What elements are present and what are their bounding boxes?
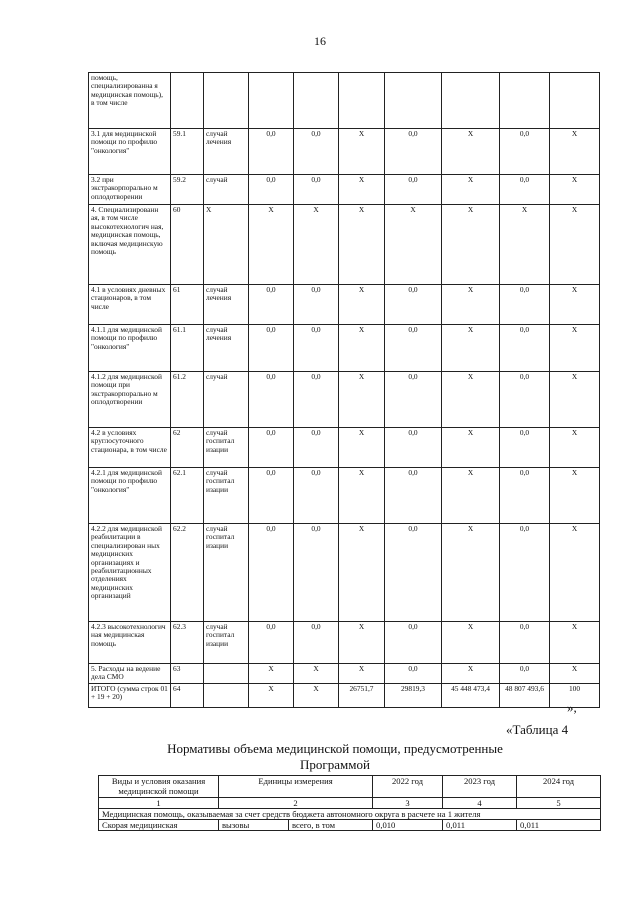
table-row (89, 205, 600, 285)
table-cell: X (442, 325, 500, 372)
table-cell: 0,0 (500, 175, 550, 205)
table-cell: X (339, 205, 385, 285)
table-cell: 0,0 (249, 285, 294, 325)
volume-norms-table (98, 775, 601, 831)
column-number-cell: 5 (517, 798, 601, 809)
table-cell: X (249, 664, 294, 684)
table-cell: 0,0 (385, 428, 442, 468)
table-cell: 0,0 (385, 622, 442, 664)
table-cell: X (442, 285, 500, 325)
table-cell: X (339, 175, 385, 205)
table-cell: 45 448 473,4 (442, 684, 500, 708)
table-cell: 0,010 (373, 820, 443, 831)
table-cell: 0,0 (249, 129, 294, 175)
table-cell: 62.2 (171, 524, 204, 622)
column-number-cell: 1 (99, 798, 219, 809)
table-cell: 61.1 (171, 325, 204, 372)
table-cell: X (550, 175, 600, 205)
table-cell: X (550, 468, 600, 524)
section-title: Нормативы объема медицинской помощи, предусмотренные Программой (167, 741, 503, 772)
table-cell: помощь, специализированна я медицинская помощь), в том числе (89, 73, 171, 129)
table-cell: вызовы (219, 820, 289, 831)
header-row (99, 776, 601, 798)
table-cell: 26751,7 (339, 684, 385, 708)
table-cell: X (442, 664, 500, 684)
table-cell: X (339, 129, 385, 175)
table-cell: X (442, 524, 500, 622)
table-cell: X (442, 175, 500, 205)
table-cell: X (550, 325, 600, 372)
table-cell: 0,0 (500, 285, 550, 325)
table-row (89, 428, 600, 468)
table-cell: 0,0 (500, 622, 550, 664)
table-cell: X (550, 129, 600, 175)
table-cell: случай госпитал изации (204, 468, 249, 524)
table-cell: 0,0 (249, 428, 294, 468)
header-cell: Виды и условия оказания медицинской помощи (99, 776, 219, 798)
table-cell: X (339, 664, 385, 684)
table-row (89, 468, 600, 524)
table-cell: 59.2 (171, 175, 204, 205)
table-cell (500, 73, 550, 129)
table-row (89, 622, 600, 664)
table-cell: 100 (550, 684, 600, 708)
table-cell: X (550, 285, 600, 325)
header-cell: 2024 год (517, 776, 601, 798)
table-cell: 0,0 (500, 524, 550, 622)
table-cell: всего, в том (289, 820, 373, 831)
table-cell: Скорая медицинская (99, 820, 219, 831)
table-cell: 63 (171, 664, 204, 684)
header-cell: Единицы измерения (219, 776, 373, 798)
table-cell: 4.2.1 для медицинской помощи по профилю "онкология" (89, 468, 171, 524)
table-cell: X (339, 622, 385, 664)
table-cell: 3.1 для медицинской помощи по профилю "онкология" (89, 129, 171, 175)
table-cell: 0,0 (294, 129, 339, 175)
table-cell: 0,0 (500, 325, 550, 372)
table-cell: 0,0 (385, 524, 442, 622)
table-cell: X (442, 372, 500, 428)
table-cell: 4.1.2 для медицинской помощи при экстракорпорально м оплодотворении (89, 372, 171, 428)
table-cell: X (442, 205, 500, 285)
header-cell: 2023 год (443, 776, 517, 798)
table-cell (204, 664, 249, 684)
column-number-cell: 3 (373, 798, 443, 809)
table-cell (204, 73, 249, 129)
table-cell: 0,0 (500, 129, 550, 175)
table-cell (339, 73, 385, 129)
table-cell: 0,0 (294, 285, 339, 325)
table-cell: X (550, 622, 600, 664)
table-cell: 0,0 (249, 524, 294, 622)
table-cell: 61 (171, 285, 204, 325)
table-cell: 59.1 (171, 129, 204, 175)
table-cell: 0,0 (500, 372, 550, 428)
table-row (89, 372, 600, 428)
table-cell: X (550, 664, 600, 684)
table-row (89, 129, 600, 175)
column-number-cell: 4 (443, 798, 517, 809)
table-cell: X (249, 205, 294, 285)
table-cell: 4.2.2 для медицинской реабилитации в специализирован ных медицинских организациях и реабилитационных отделениях медицинских организаций (89, 524, 171, 622)
table-cell: 0,0 (249, 372, 294, 428)
table-cell: 0,0 (249, 175, 294, 205)
table-row (89, 285, 600, 325)
header-cell: 2022 год (373, 776, 443, 798)
table-cell: 0,0 (385, 468, 442, 524)
table-cell: 0,0 (294, 372, 339, 428)
table-cell: 0,0 (385, 325, 442, 372)
table-cell (550, 73, 600, 129)
table-cell: 29819,3 (385, 684, 442, 708)
table-cell: 0,0 (294, 524, 339, 622)
table-row (89, 664, 600, 684)
table-cell: случай лечения (204, 129, 249, 175)
table-cell: случай (204, 175, 249, 205)
table-cell: X (204, 205, 249, 285)
table-cell: 0,0 (500, 664, 550, 684)
table-cell: 64 (171, 684, 204, 708)
table-cell: 48 807 493,6 (500, 684, 550, 708)
table-cell: 0,0 (249, 468, 294, 524)
table-cell: 61.2 (171, 372, 204, 428)
table-cell: 4.2.3 высокотехнологич ная медицинская помощь (89, 622, 171, 664)
table-cell: случай госпитал изации (204, 622, 249, 664)
table-cell: 62 (171, 428, 204, 468)
table-cell (249, 73, 294, 129)
table-cell: 62.1 (171, 468, 204, 524)
table-cell: X (442, 428, 500, 468)
table-cell: 0,0 (500, 468, 550, 524)
table-cell (442, 73, 500, 129)
table-cell: 60 (171, 205, 204, 285)
table-cell: 0,0 (385, 129, 442, 175)
table-cell: X (339, 468, 385, 524)
table-cell: 0,0 (385, 175, 442, 205)
table-cell: 62.3 (171, 622, 204, 664)
table-cell (294, 73, 339, 129)
table-cell: 3.2 при экстракорпорально м оплодотворении (89, 175, 171, 205)
table-cell: X (339, 285, 385, 325)
table-cell: случай госпитал изации (204, 524, 249, 622)
table-cell: X (550, 524, 600, 622)
table-cell: 0,0 (249, 325, 294, 372)
column-number-row (99, 798, 601, 809)
table-cell: 0,011 (443, 820, 517, 831)
table-cell: X (339, 325, 385, 372)
table-cell: 0,0 (294, 622, 339, 664)
table-cell: 0,0 (249, 622, 294, 664)
page-number: 16 (314, 34, 326, 48)
table-cell: X (550, 205, 600, 285)
table-cell: X (339, 428, 385, 468)
table-cell: X (339, 372, 385, 428)
table-cell: X (550, 372, 600, 428)
table-cell: 0,0 (294, 428, 339, 468)
table-cell: X (550, 428, 600, 468)
section-row (99, 809, 601, 820)
table-cell: X (500, 205, 550, 285)
table-cell: 0,0 (500, 428, 550, 468)
table-cell: 4. Специализированн ая, в том числе высокотехнологич ная, медицинская помощь, включая медицинскую помощь (89, 205, 171, 285)
table-cell: X (442, 468, 500, 524)
table-cell: случай госпитал изации (204, 428, 249, 468)
table-cell: 4.2 в условиях круглосуточного стационара, в том числе (89, 428, 171, 468)
table-row (89, 175, 600, 205)
table-cell (204, 684, 249, 708)
table-cell: 0,0 (385, 664, 442, 684)
table-row (89, 524, 600, 622)
column-number-cell: 2 (219, 798, 373, 809)
closing-quote-mark: », (567, 700, 577, 715)
table-cell: 0,0 (294, 468, 339, 524)
table-cell: 0,011 (517, 820, 601, 831)
section-row-cell: Медицинская помощь, оказываемая за счет средств бюджета автономного округа в расчете на 1 жителя (99, 809, 601, 820)
table-cell: случай (204, 372, 249, 428)
table-cell: X (294, 684, 339, 708)
table-cell: X (339, 524, 385, 622)
table-cell: X (385, 205, 442, 285)
medical-care-volume-table (88, 72, 600, 708)
table-cell: 5. Расходы на ведение дела СМО (89, 664, 171, 684)
table-cell (171, 73, 204, 129)
table-cell: 4.1.1 для медицинской помощи по профилю "онкология" (89, 325, 171, 372)
table-row (89, 684, 600, 708)
table-cell: случай лечения (204, 325, 249, 372)
table-cell: X (294, 664, 339, 684)
table-cell: ИТОГО (сумма строк 01 + 19 + 20) (89, 684, 171, 708)
table-cell: случай лечения (204, 285, 249, 325)
table-row (99, 820, 601, 831)
table-cell (385, 73, 442, 129)
table-cell: X (442, 129, 500, 175)
table-cell: 0,0 (294, 325, 339, 372)
table-cell: 4.1 в условиях дневных стационаров, в том числе (89, 285, 171, 325)
table-cell: X (294, 205, 339, 285)
table-row (89, 325, 600, 372)
table-cell: X (249, 684, 294, 708)
table-cell: 0,0 (294, 175, 339, 205)
table-cell: 0,0 (385, 372, 442, 428)
table-row (89, 73, 600, 129)
table-cell: X (442, 622, 500, 664)
table-label: «Таблица 4 (506, 722, 569, 737)
table-cell: 0,0 (385, 285, 442, 325)
